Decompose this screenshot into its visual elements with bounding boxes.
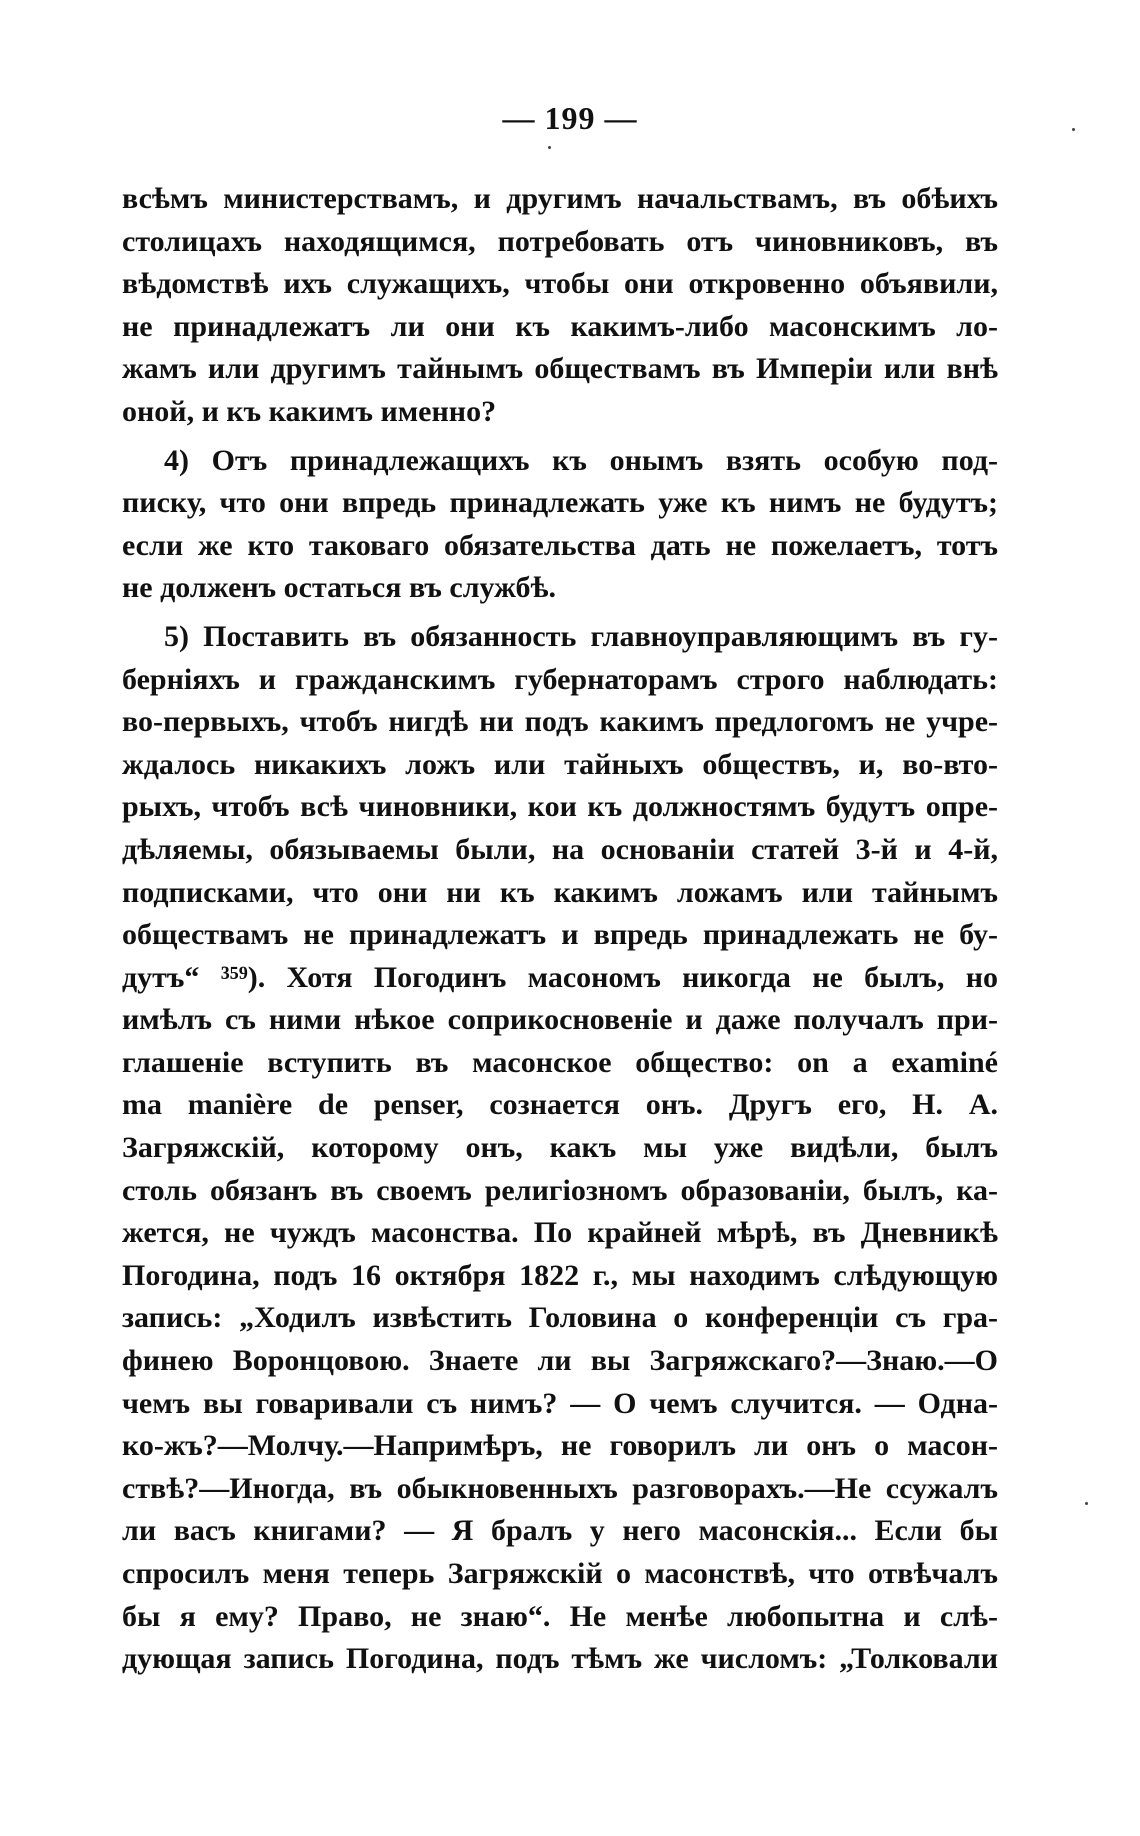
scan-speck <box>1085 1502 1088 1505</box>
text-line: Погодина, подъ 16 октября 1822 г., мы находимъ слѣдующую <box>122 1258 998 1292</box>
text-line: не долженъ остаться въ службѣ. <box>122 571 557 605</box>
text-line: имѣлъ съ ними нѣкое соприкосновеніе и даже получалъ при- <box>122 1003 998 1037</box>
text-line: вѣдомствѣ ихъ служащихъ, чтобы они откровенно объявили, <box>122 267 998 301</box>
text-line: ко-жъ?—Молчу.—Напримѣръ, не говорилъ ли онъ о масон- <box>122 1429 998 1463</box>
text-line: жамъ или другимъ тайнымъ обществамъ въ Имперіи или внѣ <box>122 352 998 386</box>
text-line: не принадлежатъ ли они къ какимъ-либо масонскимъ ло- <box>122 309 998 343</box>
page-number: — 199 — <box>502 100 638 136</box>
text-line: дѣляемы, обязываемы были, на основаніи статей 3-й и 4-й, <box>122 832 998 866</box>
text-line: 4) Отъ принадлежащихъ къ онымъ взять особую под- <box>164 443 998 477</box>
text-line: рыхъ, чтобъ всѣ чиновники, кои къ должностямъ будутъ опре- <box>122 790 998 824</box>
text-line: ствѣ?—Иногда, въ обыкновенныхъ разговорахъ.—Не ссужалъ <box>122 1471 998 1505</box>
text-line: берніяхъ и гражданскимъ губернаторамъ строго наблюдать: <box>122 662 998 696</box>
text-line: если же кто таковаго обязательства дать не пожелаетъ, тотъ <box>122 528 998 562</box>
scan-speck <box>1072 128 1075 131</box>
text-line: чемъ вы говаривали съ нимъ? — О чемъ случится. — Одна- <box>122 1386 998 1420</box>
text-line: дующая запись Погодина, подъ тѣмъ же числомъ: „Толковали <box>122 1642 998 1676</box>
body-text <box>122 178 998 1681</box>
text-line: всѣмъ министерствамъ, и другимъ начальствамъ, въ обѣихъ <box>122 182 998 215</box>
text-line: ждалось никакихъ ложъ или тайныхъ обществъ, и, во-вто- <box>122 747 998 781</box>
text-line: Загряжскій, которому онъ, какъ мы уже видѣли, былъ <box>122 1131 998 1165</box>
text-line: запись: „Ходилъ извѣстить Головина о конференціи съ гра- <box>122 1301 998 1335</box>
text-line: спросилъ меня теперь Загряжскій о масонствѣ, что отвѣчалъ <box>122 1557 998 1590</box>
text-line: ли васъ книгами? — Я бралъ у него масонскія... Если бы <box>122 1514 998 1548</box>
text-line: дутъ“ ³⁵⁹). Хотя Погодинъ масономъ никогда не былъ, но <box>122 960 998 994</box>
text-line: подписками, что они ни къ какимъ ложамъ или тайнымъ <box>122 875 998 909</box>
text-line: глашеніе вступить въ масонское общество: on a examiné <box>122 1045 998 1079</box>
text-line: во-первыхъ, чтобъ нигдѣ ни подъ какимъ предлогомъ не учре- <box>122 705 998 739</box>
text-line: финею Воронцовою. Знаете ли вы Загряжскаго?—Знаю.—О <box>122 1344 998 1378</box>
text-line: бы я ему? Право, не знаю“. Не менѣе любопытна и слѣ- <box>122 1599 998 1633</box>
text-line: столицахъ находящимся, потребовать отъ чиновниковъ, въ <box>122 224 998 258</box>
text-line: жется, не чуждъ масонства. По крайней мѣрѣ, въ Дневникѣ <box>122 1216 998 1250</box>
scan-speck <box>548 146 551 149</box>
text-line: оной, и къ какимъ именно? <box>122 394 497 428</box>
text-line: писку, что они впредь принадлежать уже къ нимъ не будутъ; <box>122 486 998 520</box>
text-line: обществамъ не принадлежатъ и впредь принадлежать не бу- <box>122 918 998 952</box>
text-line: столь обязанъ въ своемъ религіозномъ образованіи, былъ, ка- <box>122 1173 998 1207</box>
text-line: 5) Поставить въ обязанность главноуправляющимъ въ гу- <box>164 619 998 653</box>
text-line: ma manière de penser, сознается онъ. Другъ его, Н. А. <box>122 1088 998 1122</box>
